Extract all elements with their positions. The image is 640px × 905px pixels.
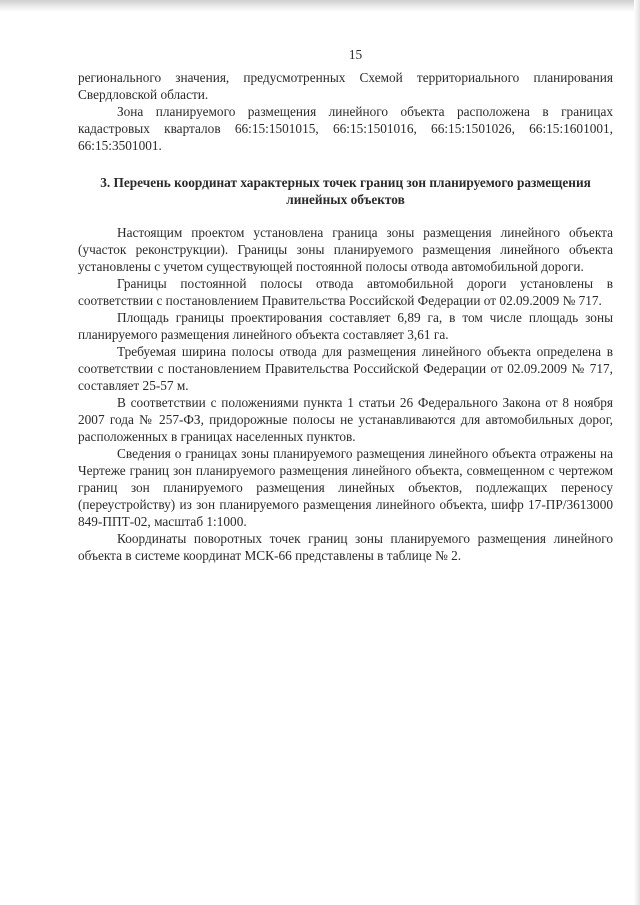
document-page	[78, 46, 613, 564]
paragraph-width: Требуемая ширина полосы отвода для размещения линейного объекта определена в соответствии с постановлением Правительства Российской Федерации от 02.09.2009 № 717, составляет 25-57 м.	[78, 344, 613, 393]
scan-shadow-top	[0, 0, 640, 12]
paragraph-roadside-strips: В соответствии с положениями пункта 1 статьи 26 Федерального Закона от 8 ноября 2007 года № 257-ФЗ, придорожные полосы не устанавливаются для автомобильных дорог, расположенных в границах населенных пунктов.	[78, 395, 613, 444]
paragraph-continuation: регионального значения, предусмотренных Схемой территориального планирования Свердловской области.	[78, 70, 613, 102]
page-number: 15	[348, 47, 363, 62]
paragraph-zone-boundary: Настоящим проектом установлена граница зоны размещения линейного объекта (участок реконструкции). Границы зоны планируемого размещения линейного объекта установлены с учетом существующей постоянной полосы отвода автомобильной дороги.	[78, 225, 613, 274]
paragraph-right-of-way: Границы постоянной полосы отвода автомобильной дороги установлены в соответствии с постановлением Правительства Российской Федерации от 02.09.2009 № 717.	[78, 276, 613, 308]
paragraph-coordinates-table: Координаты поворотных точек границ зоны планируемого размещения линейного объекта в системе координат МСК-66 представлены в таблице № 2.	[78, 531, 613, 563]
section-title: 3. Перечень координат характерных точек границ зон планируемого размещения линейных объектов	[100, 175, 591, 207]
paragraph-cadastral-quarters: Зона планируемого размещения линейного объекта расположена в границах кадастровых кварталов 66:15:1501015, 66:15:1501016, 66:15:1501026, 66:15:1601001, 66:15:3501001.	[78, 104, 613, 153]
paragraph-area: Площадь границы проектирования составляет 6,89 га, в том числе площадь зоны планируемого размещения линейного объекта составляет 3,61 га.	[78, 310, 613, 342]
scan-shadow-right	[634, 0, 640, 905]
paragraph-drawing-reference: Сведения о границах зоны планируемого размещения линейного объекта отражены на Чертеже границ зон планируемого размещения линейного объекта, совмещенном с чертежом границ зон планируемого размещения линейных объектов, подлежащих переносу (переустройству) из зон планируемого размещения линейного объекта, шифр 17-ПР/3613000 849-ППТ-02, масштаб 1:1000.	[78, 446, 613, 529]
